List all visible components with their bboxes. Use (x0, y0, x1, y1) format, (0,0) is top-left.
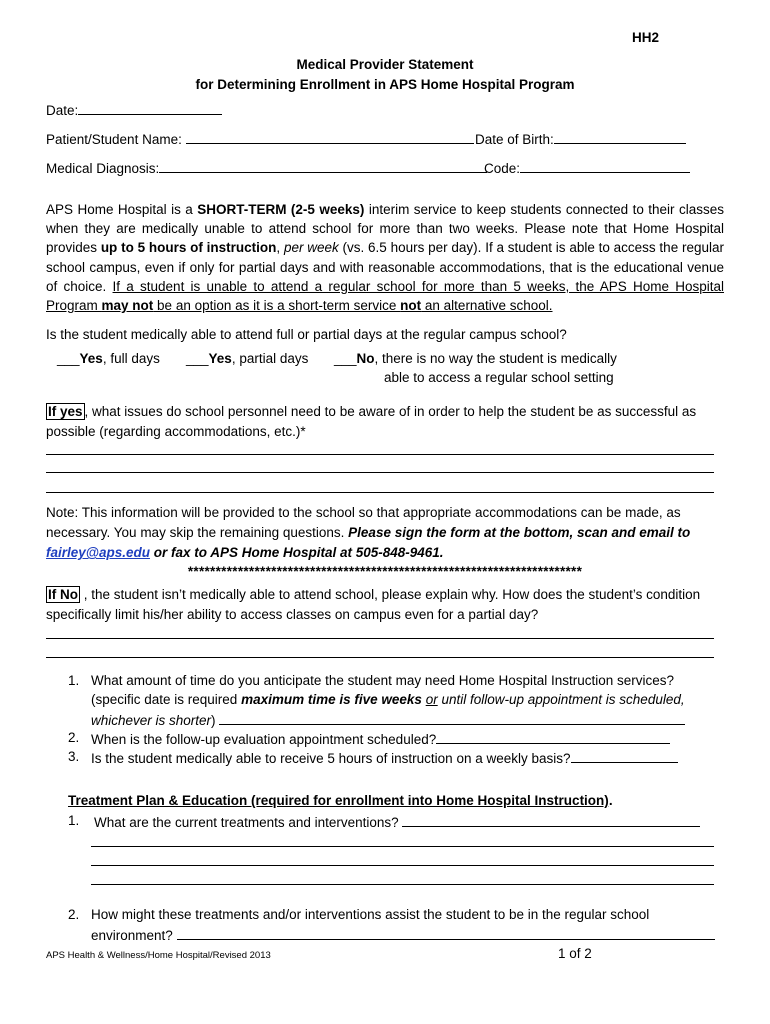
question-2-number: 2. (68, 730, 80, 745)
form-title: Medical Provider Statement (296, 57, 474, 72)
attend-question: Is the student medically able to attend full or partial days at the regular campus school? (46, 327, 567, 342)
if-no-question: If No , the student isn’t medically able to attend school, please explain why. How does the student’s condition specifically limit his/her ability to access classes on campus even for a partial day? (46, 587, 701, 622)
code-input-line[interactable] (520, 159, 690, 173)
note-paragraph: Note: This information will be provided to the school so that appropriate accommodations can be made, as necessary. You may skip the remaining questions. Please sign the form at the bottom, scan and email to fairley@aps.edu or fax to APS Home Hospital at 505-848-9461. (46, 505, 691, 560)
treatment-q1-answer-line[interactable] (402, 813, 700, 827)
option-no[interactable]: ___No, there is no way the student is medically (334, 351, 617, 366)
date-label: Date: (46, 103, 79, 118)
page-number: 1 of 2 (558, 946, 592, 961)
treatment-q1-number: 1. (68, 813, 80, 828)
question-1-detail: (specific date is required maximum time is five weeks or until follow-up appointment is scheduled, (91, 692, 685, 707)
question-1-text: What amount of time do you anticipate the student may need Home Hospital Instruction services? (91, 673, 675, 688)
if-no-answer-line[interactable] (46, 638, 714, 639)
email-link[interactable]: fairley@aps.edu (46, 545, 150, 560)
diagnosis-input-line[interactable] (159, 159, 487, 173)
if-no-answer-line[interactable] (46, 657, 714, 658)
form-subtitle: for Determining Enrollment in APS Home Hospital Program (195, 77, 575, 92)
if-yes-answer-line[interactable] (46, 472, 714, 473)
if-yes-answer-line[interactable] (46, 492, 714, 493)
intro-paragraph: APS Home Hospital is a SHORT-TERM (2-5 weeks) interim service to keep students connected to their classes when they are medically unable to attend school for more than two weeks. Please note that Home Hospital provides up to 5 hours of instruction, per week (vs. 6.5 hours per day). If a student is able to access the regular school campus, even if only for partial days and with reasonable accommodations, that is the educational venue of choice. If a student is unable to attend a regular school for more than 5 weeks, the APS Home Hospital Program may not be an option as it is a short-term service not an alternative school. (46, 202, 724, 314)
form-code: HH2 (632, 30, 660, 45)
question-2: When is the follow-up evaluation appointment scheduled? (91, 730, 670, 747)
question-1-number: 1. (68, 673, 80, 688)
treatment-q2-continued: environment? (91, 926, 715, 943)
footer-revision: APS Health & Wellness/Home Hospital/Revised 2013 (46, 950, 271, 961)
diagnosis-field[interactable] (46, 159, 487, 176)
question-2-answer-line[interactable] (436, 730, 670, 744)
date-input-line[interactable] (78, 101, 222, 115)
question-3-answer-line[interactable] (571, 749, 678, 763)
if-yes-answer-line[interactable] (46, 454, 714, 455)
if-yes-question: If yes , what issues do school personnel need to be aware of in order to help the student be as successful as possible (regarding accommodations, etc.)* (46, 404, 697, 439)
treatment-answer-line[interactable] (91, 884, 714, 885)
diagnosis-label: Medical Diagnosis: (46, 161, 160, 176)
if-no-label: If No (48, 587, 78, 602)
treatment-answer-line[interactable] (91, 846, 714, 847)
separator: *********************************************************************** (187, 564, 583, 579)
option-yes-full[interactable]: ___Yes, full days (57, 351, 160, 366)
option-yes-partial[interactable]: ___Yes, partial days (186, 351, 309, 366)
question-1-detail-2: whichever is shorter) (91, 711, 685, 728)
patient-name-input-line[interactable] (186, 130, 474, 144)
treatment-q2-number: 2. (68, 907, 80, 922)
treatment-q2-answer-line[interactable] (177, 926, 715, 940)
code-field[interactable] (484, 159, 690, 176)
dob-input-line[interactable] (554, 130, 686, 144)
if-yes-label: If yes (48, 404, 83, 419)
code-label: Code: (484, 161, 521, 176)
patient-name-field[interactable] (46, 130, 474, 147)
treatment-heading: Treatment Plan & Education (required for enrollment into Home Hospital Instruction). (68, 793, 613, 808)
date-field[interactable] (46, 101, 222, 118)
treatment-answer-line[interactable] (91, 865, 714, 866)
option-no-continued: able to access a regular school setting (384, 370, 614, 385)
question-1-answer-line[interactable] (219, 711, 685, 725)
question-3: Is the student medically able to receive 5 hours of instruction on a weekly basis? (91, 749, 678, 766)
question-3-number: 3. (68, 749, 80, 764)
treatment-q2: How might these treatments and/or interventions assist the student to be in the regular school (91, 907, 650, 922)
dob-field[interactable] (475, 130, 686, 147)
dob-label: Date of Birth: (475, 132, 554, 147)
treatment-q1: What are the current treatments and interventions? (94, 813, 700, 830)
patient-name-label: Patient/Student Name: (46, 132, 182, 147)
